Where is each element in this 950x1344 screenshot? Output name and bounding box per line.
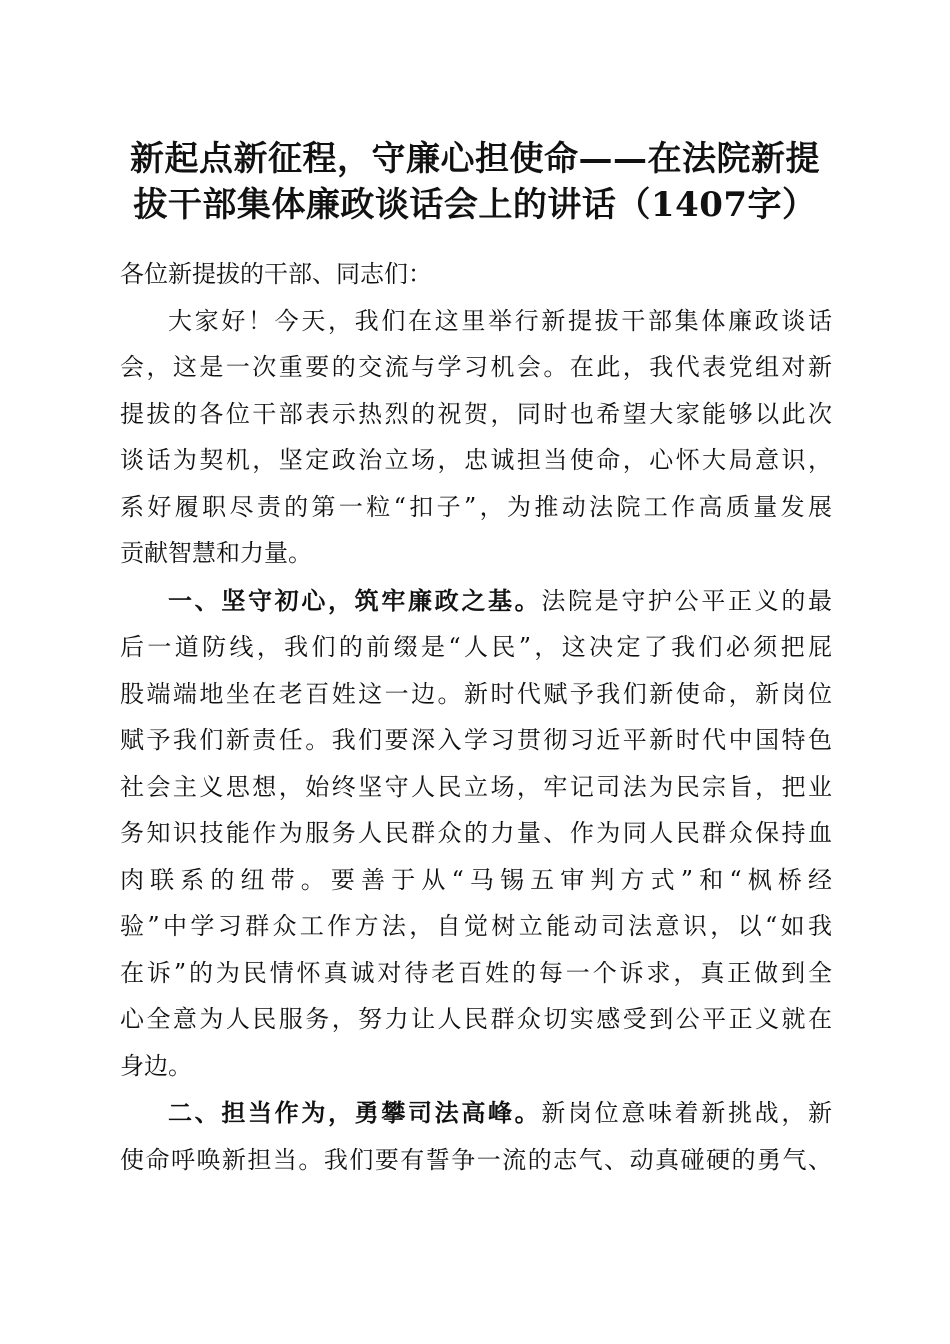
paragraph-line: 大家好！今天，我们在这里举行新提拔干部集体廉政谈话 — [168, 306, 832, 335]
title-line-2: 拔干部集体廉政谈话会上的讲话（1407字） — [133, 185, 817, 225]
section-1-heading: 一、坚守初心，筑牢廉政之基。 — [168, 586, 542, 615]
paragraph-line: 务知识技能作为服务人民群众的力量、作为同人民群众保持血 — [120, 819, 832, 847]
paragraph-line: 谈话为契机，坚定政治立场，忠诚担当使命，心怀大局意识， — [120, 446, 832, 474]
paragraph-line: 提拔的各位干部表示热烈的祝贺，同时也希望大家能够以此次 — [120, 399, 832, 428]
paragraph-line: 心全意为人民服务，努力让人民群众切实感受到公平正义就在 — [120, 1005, 832, 1033]
paragraph-line: 验”中学习群众工作方法，自觉树立能动司法意识，以“如我 — [120, 912, 832, 940]
section-2 — [120, 1090, 832, 1183]
paragraph-line: 后一道防线，我们的前缀是“人民”，这决定了我们必须把屁 — [120, 633, 832, 661]
paragraph-line: 使命呼唤新担当。我们要有誓争一流的志气、动真碰硬的勇气、 — [120, 1145, 832, 1174]
section-first-line — [120, 578, 832, 625]
section-1-first-rest: 法院是守护公平正义的最 — [541, 586, 833, 615]
paragraph-line: 股端端地坐在老百姓这一边。新时代赋予我们新使命，新岗位 — [120, 679, 832, 708]
paragraph-line: 身边。 — [120, 1051, 192, 1080]
paragraph-line: 会，这是一次重要的交流与学习机会。在此，我代表党组对新 — [120, 353, 832, 381]
paragraph-line: 肉联系的纽带。要善于从“马锡五审判方式”和“枫桥经 — [120, 865, 832, 894]
paragraph-line: 社会主义思想，始终坚守人民立场，牢记司法为民宗旨，把业 — [120, 772, 832, 801]
section-2-first-rest: 新岗位意味着新挑战，新 — [541, 1099, 833, 1127]
paragraph-line: 赋予我们新责任。我们要深入学习贯彻习近平新时代中国特色 — [120, 726, 832, 754]
paragraph-line: 在诉”的为民情怀真诚对待老百姓的每一个诉求，真正做到全 — [120, 958, 832, 987]
title-line-1: 新起点新征程，守廉心担使命——在法院新提 — [130, 139, 820, 179]
document-body — [120, 251, 832, 1183]
document-title — [100, 136, 850, 228]
section-1 — [120, 578, 832, 1090]
paragraph-line: 贡献智慧和力量。 — [120, 539, 312, 567]
greeting: 各位新提拔的干部、同志们： — [120, 260, 432, 288]
section-first-line — [120, 1090, 832, 1137]
paragraph-intro — [120, 298, 832, 577]
section-2-heading: 二、担当作为，勇攀司法高峰。 — [168, 1099, 542, 1127]
paragraph-line: 系好履职尽责的第一粒“扣子”，为推动法院工作高质量发展 — [120, 492, 832, 521]
